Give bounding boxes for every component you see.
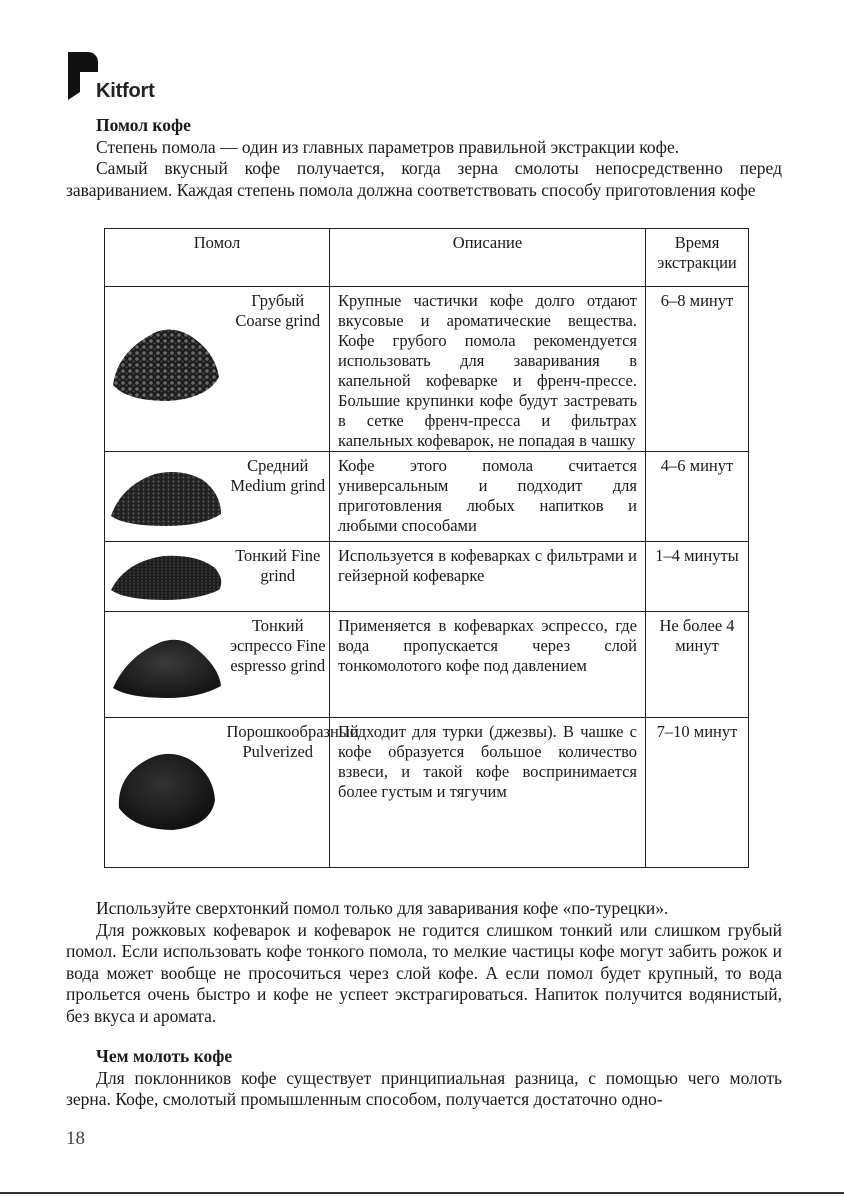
table-row — [105, 612, 749, 718]
coffee-pile-icon — [109, 632, 225, 702]
grind-name: Порошкообразный Pulverized — [227, 718, 330, 868]
page-number: 18 — [66, 1128, 85, 1149]
grinder-paragraph: Для поклонников кофе существует принципиальная разница, с помощью чего молоть зерна. Кофе, смолотый промышленным способом, получается достаточно одно- — [66, 1067, 782, 1109]
kitfort-logo-icon — [66, 52, 100, 100]
medium-grind-image — [105, 452, 227, 542]
coffee-pile-icon — [113, 742, 221, 834]
intro-section — [66, 115, 782, 201]
coffee-pile-icon — [107, 315, 225, 407]
grind-name: Тонкий Fine grind — [227, 542, 330, 612]
section-heading: Помол кофе — [96, 115, 191, 135]
turkish-note: Используйте сверхтонкий помол только для заваривания кофе «по-турецки». — [96, 898, 669, 918]
grind-time: 7–10 минут — [646, 718, 749, 868]
section-heading: Чем молоть кофе — [96, 1046, 233, 1066]
table-row — [105, 287, 749, 452]
table-row — [105, 452, 749, 542]
grind-description: Подходит для турки (джезвы). В чашке с кофе образуется большое количество взвеси, и такой кофе воспринимается более густым и тягучим — [330, 718, 646, 868]
table-row — [105, 542, 749, 612]
grind-description: Используется в кофеварках с фильтрами и гейзерной кофеварке — [330, 542, 646, 612]
grind-description: Кофе этого помола считается универсальным и подходит для приготовления любых напитков и любыми способами — [330, 452, 646, 542]
after-table-section — [66, 898, 782, 1027]
grind-time: 1–4 минуты — [646, 542, 749, 612]
grind-name: Средний Medium grind — [227, 452, 330, 542]
coarse-grind-image — [105, 287, 227, 452]
grind-description: Применяется в кофеварках эспрессо, где вода пропускается через слой тонкомолотого кофе под давлением — [330, 612, 646, 718]
header-grind: Помол — [105, 229, 330, 287]
coffee-pile-icon — [107, 464, 225, 530]
pulverized-grind-image — [105, 718, 227, 868]
grind-time: 6–8 минут — [646, 287, 749, 452]
grind-table — [104, 228, 749, 868]
header-time: Время экстракции — [646, 229, 749, 287]
table-row — [105, 718, 749, 868]
grind-time: Не более 4 минут — [646, 612, 749, 718]
espresso-note: Для рожковых кофеварок и кофеварок не годится слишком тонкий или слишком грубый помол. Если использовать кофе тонкого помола, то мелкие частицы кофе могут забить рожок и вода может вообще не просочиться через слой кофе. А если помол будет крупный, то вода прольется очень быстро и кофе не успеет экстрагироваться. Напиток получится водянистый, без вкуса и аромата. — [66, 919, 782, 1026]
intro-paragraph-1: Степень помола — один из главных параметров правильной экстракции кофе. — [96, 136, 680, 157]
table-header-row — [105, 229, 749, 287]
coffee-pile-icon — [109, 550, 225, 604]
grind-name: Грубый Coarse grind — [227, 287, 330, 452]
kitfort-logo — [66, 52, 196, 102]
intro-paragraph-2: Самый вкусный кофе получается, когда зерна смолоты непосредственно перед завариванием. Каждая степень помола должна соответствовать способу приготовления кофе — [66, 158, 782, 200]
grind-name: Тонкий эспрессо Fine espresso grind — [227, 612, 330, 718]
grinder-section — [66, 1046, 782, 1111]
header-description: Описание — [330, 229, 646, 287]
grind-description: Крупные частички кофе долго отдают вкусовые и ароматические вещества. Кофе грубого помола рекомендуется использовать для заваривания в капельной кофеварке и френч-прессе. Большие крупинки кофе будут застревать в сетке френч-пресса и фильтрах капельных кофеварок, не попадая в чашку — [330, 287, 646, 452]
grind-time: 4–6 минут — [646, 452, 749, 542]
divider — [0, 1192, 844, 1194]
fine-espresso-grind-image — [105, 612, 227, 718]
brand-name: Kitfort — [96, 80, 155, 102]
fine-grind-image — [105, 542, 227, 612]
